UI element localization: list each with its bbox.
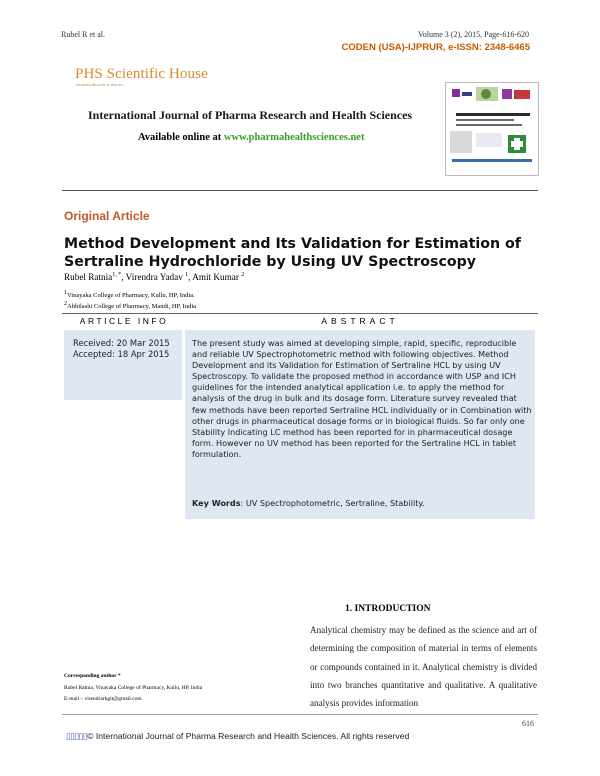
corresponding-author-label: Corresponding author * [64,673,121,679]
article-title: Method Development and Its Validation for Estimation of Sertraline Hydrochloride by Using UV Spectroscopy [64,236,521,270]
corresponding-author-email: E-mail – virendrarkgit@gmail.com [64,696,142,702]
author-affiliation-mark: 2 [241,272,245,278]
masthead-divider [62,190,538,191]
journal-url-link[interactable]: www.pharmahealthsciences.net [223,132,365,143]
affiliation-1 [64,290,195,299]
keywords-list: : UV Spectrophotometric, Sertraline, Stability. [240,498,425,508]
keywords [192,498,532,508]
available-online [138,132,364,143]
author-name: Virendra Yadav [125,272,183,283]
affiliation-text: Abhilashi College of Pharmacy, Mandi, HP, India [67,303,197,311]
article-info-heading: ARTICLE INFO [79,316,169,326]
accepted-date: Accepted: 18 Apr 2015 [73,349,170,359]
publisher-tagline: PHARMA HEALTH SCIENCES [76,83,123,87]
copyright-footer [66,731,409,742]
author-affiliation-mark: 1, * [112,272,122,278]
footer-glyph-boxes: ▯▯▯▯▯ [66,731,88,741]
affiliation-mark: 2 [64,301,67,307]
info-divider [62,313,538,314]
keywords-label: Key Words [192,498,241,508]
publisher-logo-text: PHS Scientific House [75,66,208,82]
article-dates [73,338,170,360]
copyright-text: © International Journal of Pharma Research and Health Sciences. All rights reserved [87,731,410,741]
journal-cover-art [446,83,538,175]
introduction-text: Analytical chemistry may be defined as the science and art of determining the composition of material in terms of elements or compounds contained in it. Analytical chemistry is divided into two branches quantitative and qualitative. A qualitative analysis provides information [310,625,537,709]
author-name: Amit Kumar [192,272,239,283]
corresponding-author-address: Rubel Ratnia, Vinayaka College of Pharmacy, Kullu, HP, India [64,685,203,691]
abstract-heading: ABSTRACT [321,316,399,326]
journal-title: International Journal of Pharma Research and Health Sciences [88,108,413,122]
abstract-text: The present study was aimed at developing simple, rapid, specific, reproducible and reliable UV Spectrophotometric method with following objectives. Method Development and its Validation for Estimation of Sertraline HCL by using UV Spectroscopy. To validate the proposed method in accordance with USP and ICH guidelines for the intended analytical application i.e. to apply the method for analysis of the drug in bulk and its dosage form. Literature survey revealed that few methods have been reported Sertraline HCL individually or in Combination with other drugs in pharmaceutical dosage forms or in biological fluids. So far only one Stability Indicating LC method has been reported for in pharmaceutical dosage form. However no UV method has been reported for the Sertraline HCL in tablet formulation. [192,338,532,459]
affiliation-2 [64,301,196,310]
author-affiliation-mark: 1 [185,272,189,278]
available-prefix: Available online at [138,132,222,143]
received-date: Received: 20 Mar 2015 [73,338,170,348]
running-header-author: Rubel R et al. [61,30,105,39]
running-header-volume: Volume 3 (2), 2015, Page-616-620 [418,30,529,39]
article-type-label: Original Article [64,209,150,223]
affiliation-mark: 1 [64,290,67,296]
page-number: 616 [522,719,534,728]
author-name: Rubel Ratnia [64,272,113,283]
coden-issn: CODEN (USA)-IJPRUR, e-ISSN: 2348-6465 [341,42,530,53]
introduction-heading: 1. INTRODUCTION [345,604,431,614]
author-list: Rubel Ratnia$^{1, *}$, Virendra Yadav $^1$, Amit Kumar $^2$ [64,272,245,283]
journal-cover-thumbnail [445,82,539,176]
affiliation-text: Vinayaka College of Pharmacy, Kullu, HP, India. [67,292,195,300]
footer-divider [62,714,538,715]
